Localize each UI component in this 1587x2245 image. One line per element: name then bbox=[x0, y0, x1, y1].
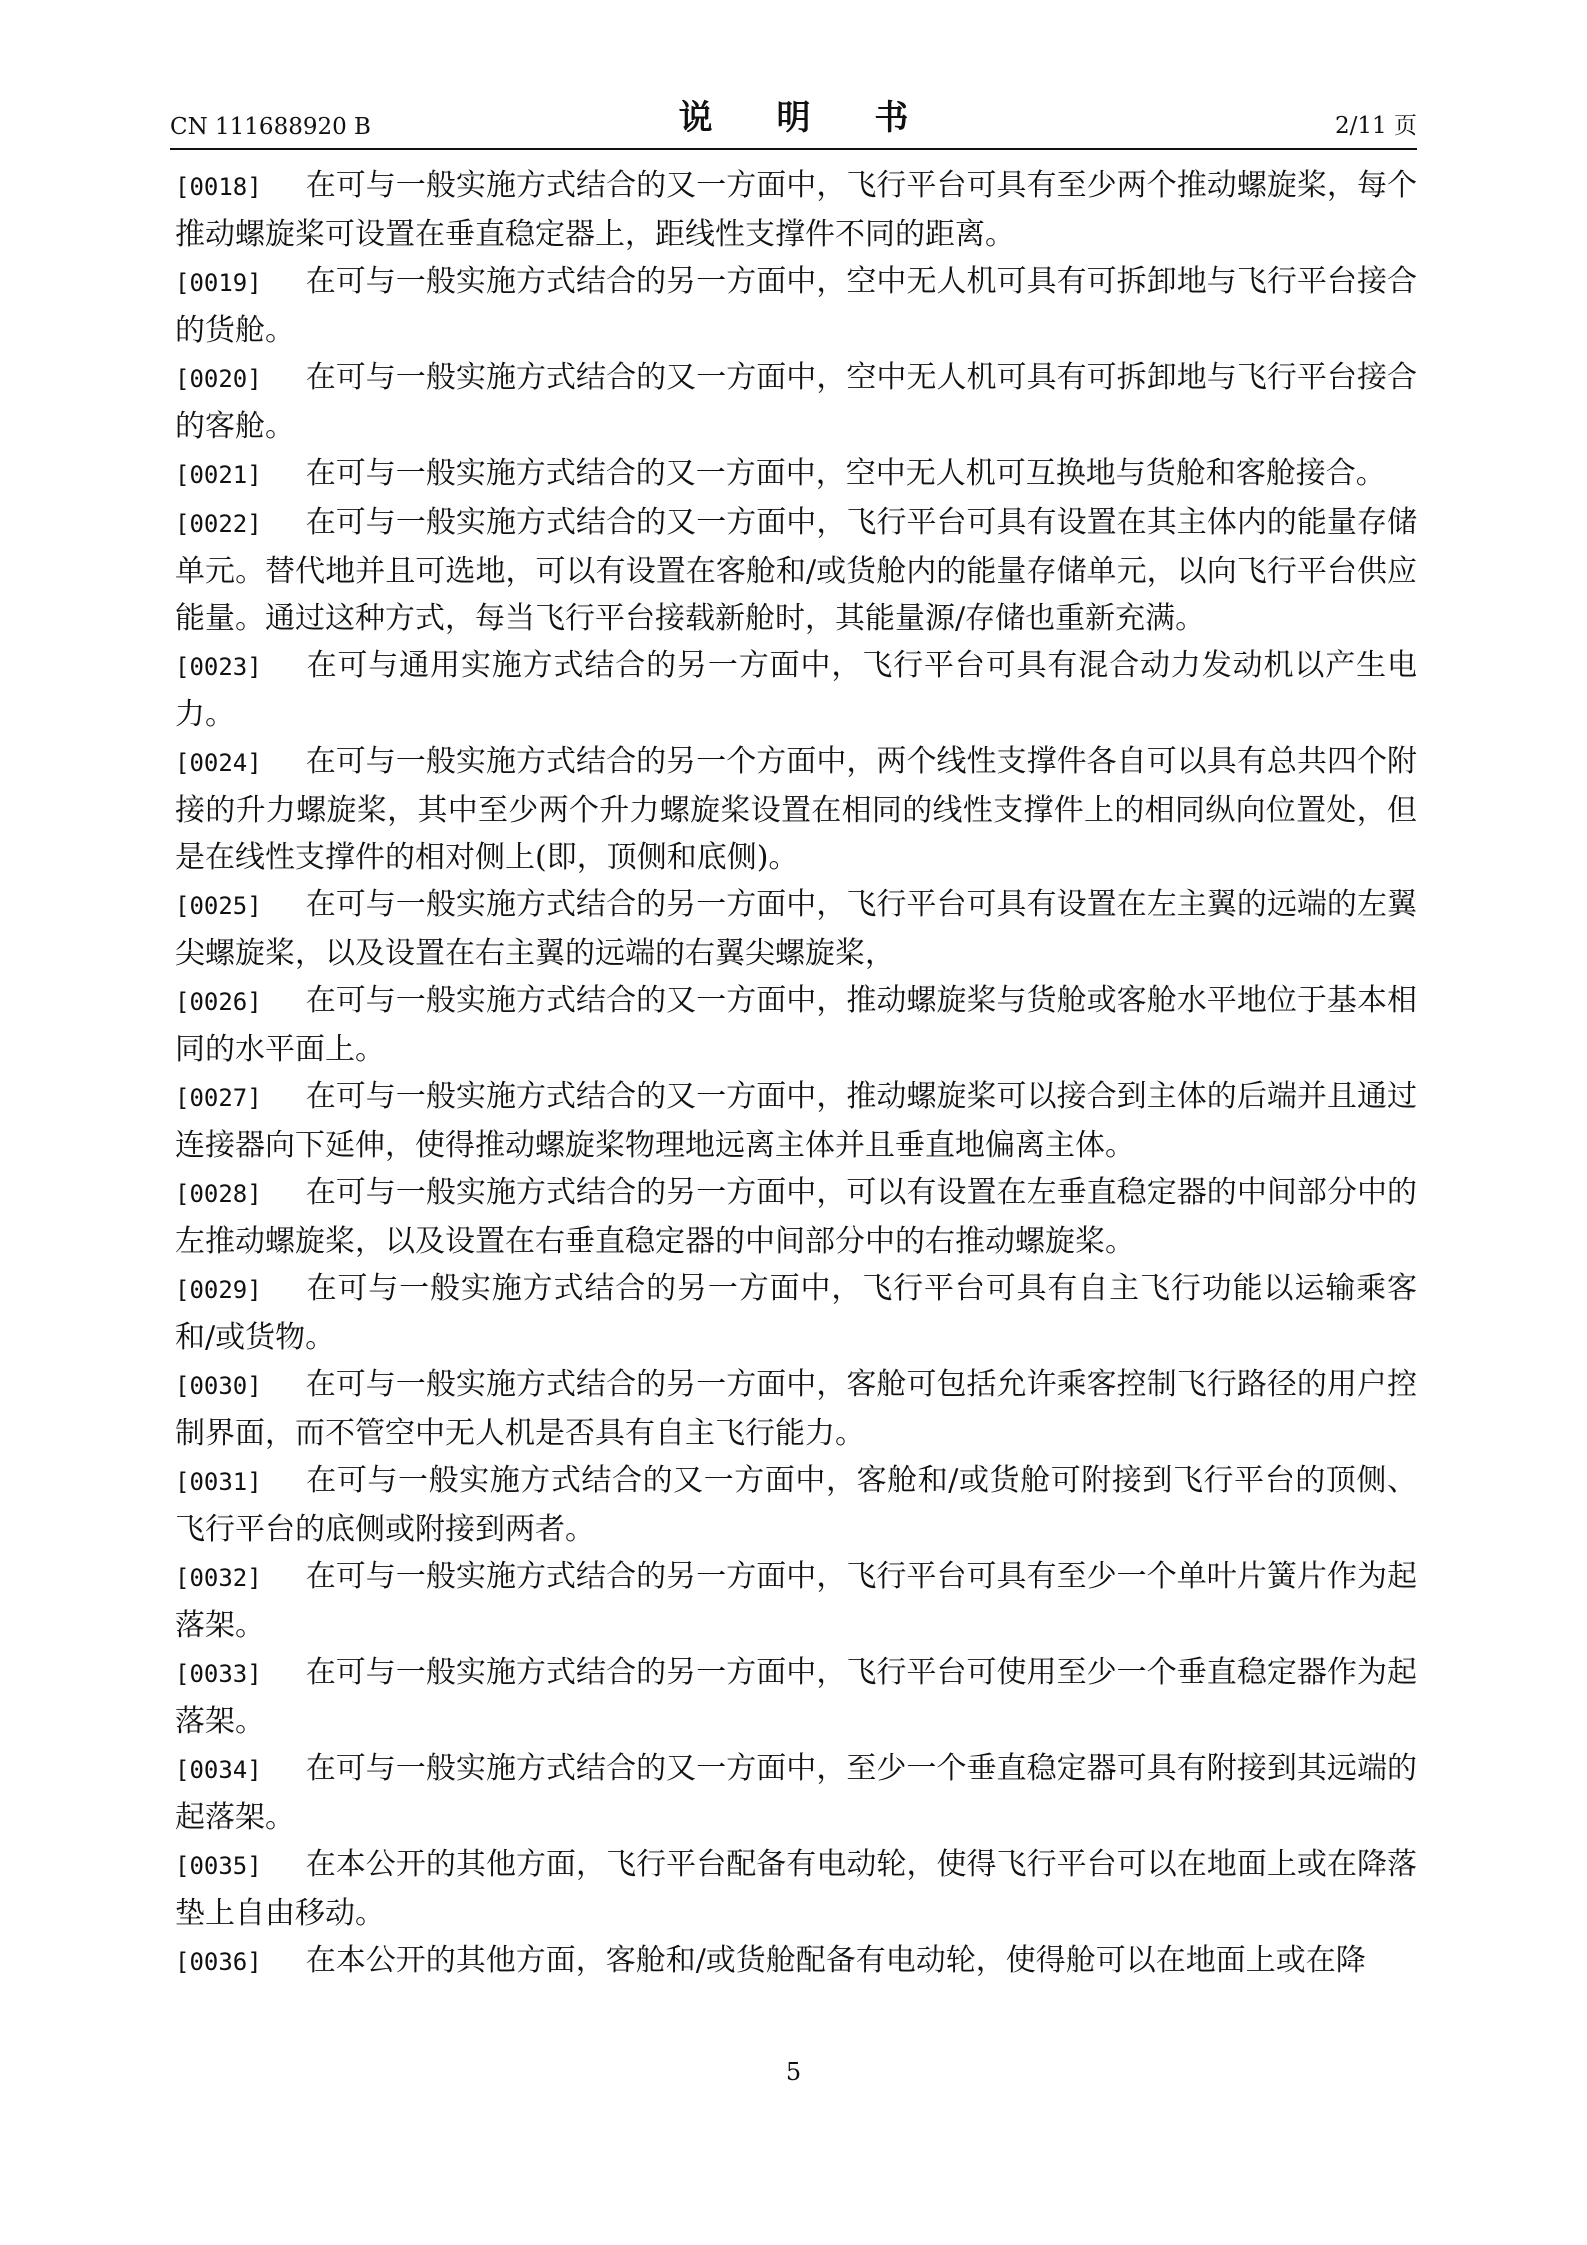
paragraph bbox=[175, 499, 1417, 642]
paragraph-text: 在可与一般实施方式结合的另一方面中，可以有设置在左垂直稳定器的中间部分中的左推动螺旋桨，以及设置在右垂直稳定器的中间部分中的右推动螺旋桨。 bbox=[175, 1175, 1417, 1259]
paragraph-number: [0018] bbox=[175, 173, 262, 201]
description-body bbox=[175, 162, 1417, 1986]
paragraph-text: 在可与一般实施方式结合的又一方面中，飞行平台可具有设置在其主体内的能量存储单元。替代地并且可选地，可以有设置在客舱和/或货舱内的能量存储单元，以向飞行平台供应能量。通过这种方式，每当飞行平台接载新舱时，其能量源/存储也重新充满。 bbox=[175, 505, 1417, 636]
paragraph bbox=[175, 642, 1417, 738]
paragraph-number: [0023] bbox=[175, 653, 262, 681]
paragraph bbox=[175, 162, 1417, 258]
paragraph-number: [0033] bbox=[175, 1660, 262, 1688]
document-title: 说 明 书 bbox=[678, 98, 935, 138]
paragraph bbox=[175, 258, 1417, 354]
paragraph-text: 在可与一般实施方式结合的另一方面中，空中无人机可具有可拆卸地与飞行平台接合的货舱。 bbox=[175, 264, 1417, 348]
paragraph-number: [0031] bbox=[175, 1468, 262, 1496]
paragraph bbox=[175, 738, 1417, 881]
paragraph bbox=[175, 1553, 1417, 1649]
page-number: 5 bbox=[785, 2058, 802, 2086]
paragraph-number: [0022] bbox=[175, 510, 262, 538]
paragraph-number: [0036] bbox=[175, 1948, 262, 1976]
paragraph bbox=[175, 977, 1417, 1073]
paragraph-number: [0030] bbox=[175, 1372, 262, 1400]
paragraph-text: 在可与一般实施方式结合的另一个方面中，两个线性支撑件各自可以具有总共四个附接的升力螺旋桨，其中至少两个升力螺旋桨设置在相同的线性支撑件上的相同纵向位置处，但是在线性支撑件的相对侧上(即，顶侧和底侧)。 bbox=[175, 744, 1417, 875]
paragraph-text: 在本公开的其他方面，飞行平台配备有电动轮，使得飞行平台可以在地面上或在降落垫上自由移动。 bbox=[175, 1847, 1417, 1931]
patent-number: CN 111688920 B bbox=[170, 114, 371, 140]
paragraph-number: [0020] bbox=[175, 365, 262, 393]
paragraph-text: 在可与一般实施方式结合的又一方面中，空中无人机可具有可拆卸地与飞行平台接合的客舱。 bbox=[175, 360, 1417, 444]
paragraph-text: 在可与通用实施方式结合的另一方面中，飞行平台可具有混合动力发动机以产生电力。 bbox=[175, 648, 1417, 732]
paragraph-number: [0021] bbox=[175, 461, 262, 489]
paragraph-text: 在可与一般实施方式结合的另一方面中，飞行平台可具有自主飞行功能以运输乘客和/或货物。 bbox=[175, 1271, 1417, 1355]
paragraph bbox=[175, 1745, 1417, 1841]
paragraph bbox=[175, 1073, 1417, 1169]
paragraph-number: [0028] bbox=[175, 1180, 262, 1208]
paragraph-number: [0027] bbox=[175, 1084, 262, 1112]
paragraph-number: [0024] bbox=[175, 749, 262, 777]
paragraph bbox=[175, 1265, 1417, 1361]
paragraph-number: [0035] bbox=[175, 1852, 262, 1880]
paragraph-text: 在可与一般实施方式结合的又一方面中，推动螺旋桨与货舱或客舱水平地位于基本相同的水平面上。 bbox=[175, 983, 1417, 1067]
paragraph-text: 在可与一般实施方式结合的另一方面中，飞行平台可使用至少一个垂直稳定器作为起落架。 bbox=[175, 1655, 1417, 1739]
paragraph-number: [0029] bbox=[175, 1276, 262, 1304]
paragraph-text: 在可与一般实施方式结合的又一方面中，至少一个垂直稳定器可具有附接到其远端的起落架。 bbox=[175, 1751, 1417, 1835]
paragraph bbox=[175, 1841, 1417, 1937]
paragraph-number: [0034] bbox=[175, 1756, 262, 1784]
paragraph bbox=[175, 1649, 1417, 1745]
paragraph-number: [0019] bbox=[175, 269, 262, 297]
paragraph-text: 在本公开的其他方面，客舱和/或货舱配备有电动轮，使得舱可以在地面上或在降 bbox=[305, 1943, 1366, 1978]
paragraph-text: 在可与一般实施方式结合的又一方面中，客舱和/或货舱可附接到飞行平台的顶侧、飞行平台的底侧或附接到两者。 bbox=[175, 1463, 1417, 1547]
paragraph-text: 在可与一般实施方式结合的又一方面中，飞行平台可具有至少两个推动螺旋桨，每个推动螺旋桨可设置在垂直稳定器上，距线性支撑件不同的距离。 bbox=[175, 168, 1417, 252]
paragraph-number: [0032] bbox=[175, 1564, 262, 1592]
paragraph-number: [0025] bbox=[175, 892, 262, 920]
paragraph bbox=[175, 1169, 1417, 1265]
paragraph bbox=[175, 354, 1417, 450]
paragraph-text: 在可与一般实施方式结合的另一方面中，客舱可包括允许乘客控制飞行路径的用户控制界面，而不管空中无人机是否具有自主飞行能力。 bbox=[175, 1367, 1417, 1451]
paragraph bbox=[175, 450, 1417, 499]
paragraph-text: 在可与一般实施方式结合的另一方面中，飞行平台可具有至少一个单叶片簧片作为起落架。 bbox=[175, 1559, 1417, 1643]
paragraph bbox=[175, 1937, 1417, 1986]
paragraph-number: [0026] bbox=[175, 988, 262, 1016]
header-divider bbox=[170, 148, 1417, 150]
paragraph-text: 在可与一般实施方式结合的另一方面中，飞行平台可具有设置在左主翼的远端的左翼尖螺旋桨，以及设置在右主翼的远端的右翼尖螺旋桨， bbox=[175, 887, 1417, 971]
paragraph bbox=[175, 881, 1417, 977]
paragraph bbox=[175, 1361, 1417, 1457]
page-header bbox=[170, 96, 1417, 146]
paragraph-text: 在可与一般实施方式结合的又一方面中，推动螺旋桨可以接合到主体的后端并且通过连接器向下延伸，使得推动螺旋桨物理地远离主体并且垂直地偏离主体。 bbox=[175, 1079, 1417, 1163]
paragraph-text: 在可与一般实施方式结合的又一方面中，空中无人机可互换地与货舱和客舱接合。 bbox=[305, 456, 1386, 491]
page-count: 2/11 页 bbox=[1335, 113, 1417, 139]
paragraph bbox=[175, 1457, 1417, 1553]
